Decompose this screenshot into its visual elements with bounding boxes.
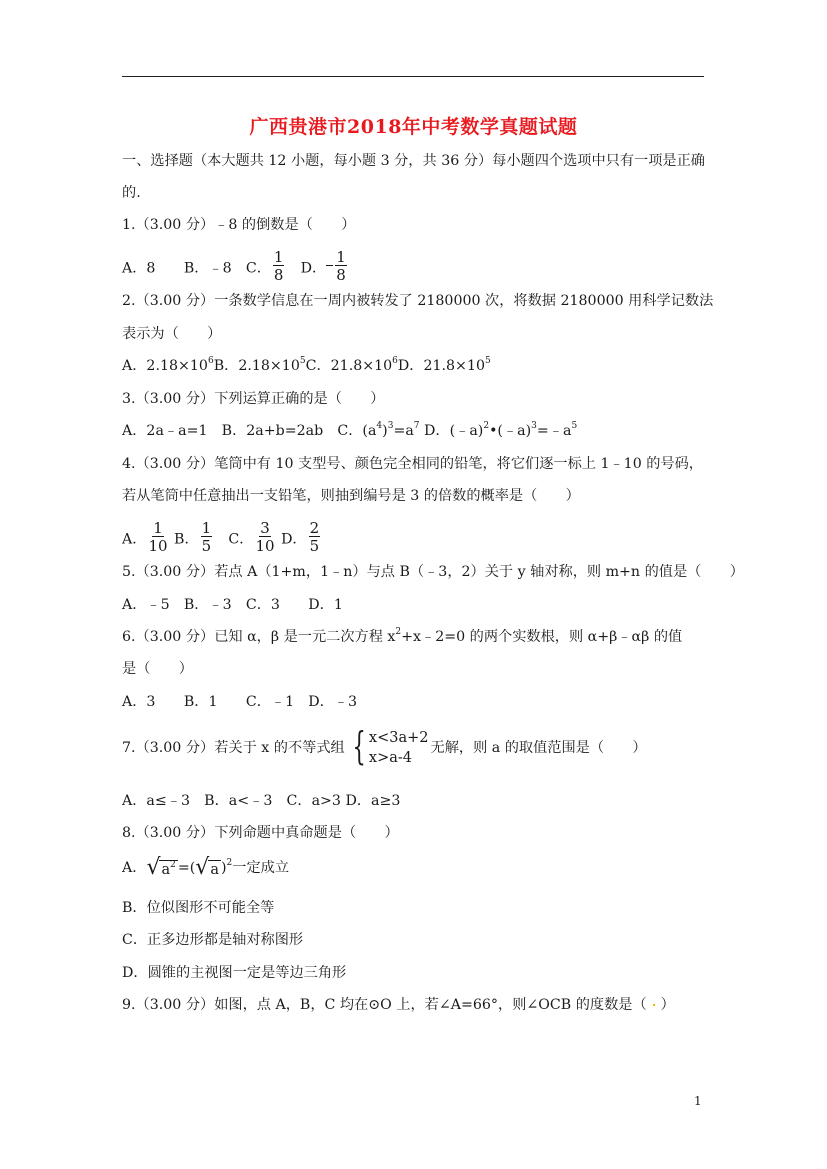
sqrt-expression	[146, 857, 177, 879]
q8-text: =(	[177, 860, 196, 876]
q8-stem: 8.（3.00 分）下列命题中真命题是（ ）	[122, 825, 399, 841]
inequality-row-2: x>a-4	[368, 750, 413, 766]
q3-options	[122, 421, 577, 441]
exponent: 7	[413, 421, 420, 432]
q7-text: 7.（3.00 分）若关于 x 的不等式组	[122, 740, 345, 756]
q6-stem-line-1	[122, 627, 682, 647]
q2-stem-line-2: 表示为（ ）	[122, 326, 222, 342]
q4-option-c-fraction	[255, 521, 274, 554]
q7-stem	[122, 724, 647, 768]
inequality-system	[347, 724, 429, 768]
q2-option-d: D．21.8×10	[397, 358, 485, 374]
exponent: 5	[571, 421, 578, 432]
inequality-row-1: x<3a+2	[368, 730, 429, 746]
section-header-line-2: 的.	[122, 185, 141, 201]
exponent: 3	[387, 421, 394, 432]
fraction-numerator: 3	[260, 519, 270, 537]
q4-options	[122, 519, 322, 556]
q9-stem	[122, 995, 675, 1015]
header-rule	[122, 76, 704, 77]
exponent: 2	[395, 627, 402, 638]
q3-text: •(﹣a)	[489, 423, 532, 439]
q2-option-b: B．2.18×10	[213, 358, 300, 374]
radical-sign: √	[146, 855, 161, 880]
radicand: a	[210, 862, 219, 878]
section-header-line-1: 一、选择题（本大题共 12 小题，每小题 3 分，共 36 分）每小题四个选项中只有一项是正确	[122, 153, 705, 169]
q7-options: A．a≤﹣3 B．a<﹣3 C．a>3 D．a≥3	[122, 793, 401, 809]
q2-option-c: C．21.8×10	[305, 358, 393, 374]
q1-options	[122, 248, 349, 285]
q1-stem: 1.（3.00 分）﹣8 的倒数是（ ）	[122, 217, 356, 233]
exponent: 2	[483, 421, 490, 432]
q6-options: A．3 B．1 C．﹣1 D．﹣3	[122, 694, 358, 710]
document-title: 广西贵港市2018年中考数学真题试题	[249, 116, 578, 138]
q3-text: =a	[393, 423, 414, 439]
q8-text: )	[220, 860, 227, 876]
fraction-denominator: 8	[273, 266, 284, 284]
q1-option-c-fraction	[273, 250, 285, 283]
exponent: 5	[485, 356, 491, 367]
radical-sign: √	[195, 855, 210, 880]
fraction-denominator: 10	[255, 537, 275, 555]
q6-text: +x﹣2=0 的两个实数根，则 α+β﹣αβ 的值	[401, 629, 683, 645]
option-label: A．	[122, 860, 147, 876]
exponent: 5	[299, 356, 306, 367]
q9-text: ）	[660, 997, 675, 1013]
exponent: 6	[207, 356, 214, 367]
q4-option-b-fraction	[201, 521, 213, 554]
q5-options: A．﹣5 B．﹣3 C．3 D．1	[122, 597, 343, 613]
q8-option-c: C．正多边形都是轴对称图形	[122, 932, 304, 948]
q1-option-d-label: D．	[286, 260, 327, 277]
q7-text: 无解，则 a 的取值范围是（ ）	[430, 740, 647, 756]
q3-option-d: D．(﹣a)	[419, 423, 484, 439]
fraction-denominator: 5	[309, 537, 320, 555]
exponent: 6	[392, 356, 398, 367]
q9-text: 9.（3.00 分）如图，点 A，B，C 均在⊙O 上，若∠A=66°，则∠OCB 的度数是（	[122, 997, 647, 1013]
q8-option-d: D．圆锥的主视图一定是等边三角形	[122, 965, 347, 981]
q6-stem-line-2: 是（ ）	[122, 661, 193, 677]
fraction-denominator: 8	[336, 266, 346, 284]
sqrt-expression	[195, 857, 221, 879]
q1-options-ab: A．8 B．﹣8 C．	[122, 260, 271, 277]
fraction-denominator: 5	[201, 537, 212, 555]
option-label: D．	[281, 531, 307, 548]
exponent: 3	[531, 421, 537, 432]
page-number: 1	[694, 1094, 702, 1108]
option-label: B．	[174, 531, 199, 548]
q4-option-a-fraction	[148, 521, 167, 554]
q4-stem-line-2: 若从笔筒中任意抽出一支铅笔，则抽到编号是 3 的倍数的概率是（ ）	[122, 488, 580, 504]
q4-option-d-fraction	[309, 521, 321, 554]
q1-option-d-fraction	[335, 250, 347, 283]
fraction-denominator: 10	[148, 537, 168, 555]
fraction-numerator: 2	[309, 519, 320, 537]
fraction-numerator: 1	[273, 248, 284, 266]
exponent: 4	[376, 421, 383, 432]
left-brace: {	[352, 724, 366, 768]
q8-option-b: B．位似图形不可能全等	[122, 900, 275, 916]
fraction-numerator: 1	[336, 248, 346, 266]
q6-text: 6.（3.00 分）已知 α，β 是一元二次方程 x	[122, 629, 396, 645]
q5-stem: 5.（3.00 分）若点 A（1+m，1﹣n）与点 B（﹣3，2）关于 y 轴对称，则 m+n 的值是（ ）	[122, 564, 744, 580]
minus-sign	[326, 265, 333, 266]
fraction-numerator: 1	[153, 519, 163, 537]
option-label: A．	[122, 531, 147, 548]
q3-options-abc: A．2a﹣a=1 B．2a+b=2ab C．(a	[122, 423, 377, 439]
q3-stem: 3.（3.00 分）下列运算正确的是（ ）	[122, 391, 385, 407]
q2-stem-line-1: 2.（3.00 分）一条数学信息在一周内被转发了 2180000 次，将数据 2180000 用科学记数法	[122, 293, 714, 309]
radicand: a	[161, 862, 171, 878]
q2-option-a: A．2.18×10	[122, 358, 208, 374]
q8-option-a	[122, 857, 289, 879]
exponent: 2	[226, 858, 233, 869]
q8-text: 一定成立	[232, 860, 290, 876]
fraction-numerator: 1	[201, 519, 212, 537]
option-label: C．	[214, 531, 254, 548]
exponent: 2	[170, 860, 176, 871]
q2-options	[122, 356, 491, 376]
q4-stem-line-1: 4.（3.00 分）笔筒中有 10 支型号、颜色完全相同的铅笔，将它们逐一标上 1﹣10 的号码，	[122, 456, 703, 472]
highlight-mark	[653, 1004, 655, 1006]
q3-text: )	[382, 423, 388, 439]
q3-text: =﹣a	[536, 423, 572, 439]
